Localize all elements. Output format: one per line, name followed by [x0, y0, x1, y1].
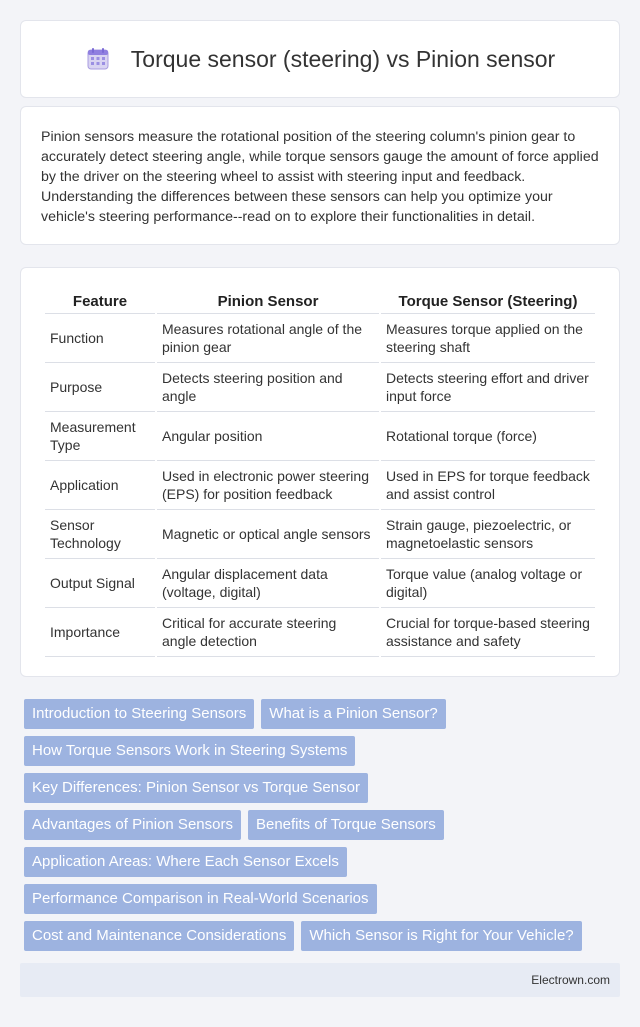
row-torque-value: Strain gauge, piezoelectric, or magnetoelastic sensors [381, 510, 595, 559]
header-pinion-sensor: Pinion Sensor [157, 290, 379, 314]
table-row [45, 412, 595, 461]
tag-introduction-steering-sensors[interactable]: Introduction to Steering Sensors [24, 699, 254, 729]
row-pinion-value: Detects steering position and angle [157, 363, 379, 412]
row-feature: Sensor Technology [45, 510, 155, 559]
row-torque-value: Detects steering effort and driver input force [381, 363, 595, 412]
table-row [45, 559, 595, 608]
footer-site[interactable]: Electrown.com [531, 973, 610, 987]
row-pinion-value: Measures rotational angle of the pinion gear [157, 314, 379, 363]
tag-which-sensor-right[interactable]: Which Sensor is Right for Your Vehicle? [301, 921, 581, 951]
row-torque-value: Crucial for torque-based steering assistance and safety [381, 608, 595, 657]
row-torque-value: Rotational torque (force) [381, 412, 595, 461]
row-feature: Function [45, 314, 155, 363]
row-torque-value: Torque value (analog voltage or digital) [381, 559, 595, 608]
row-pinion-value: Angular position [157, 412, 379, 461]
table-row [45, 510, 595, 559]
header-torque-sensor: Torque Sensor (Steering) [381, 290, 595, 314]
page-title: Torque sensor (steering) vs Pinion sensor [130, 45, 556, 72]
intro-card [20, 106, 620, 245]
tag-how-torque-sensors-work[interactable]: How Torque Sensors Work in Steering Systems [24, 736, 355, 766]
table-row [45, 461, 595, 510]
row-torque-value: Measures torque applied on the steering shaft [381, 314, 595, 363]
tag-performance-comparison[interactable]: Performance Comparison in Real-World Scenarios [24, 884, 377, 914]
table-header-row [45, 290, 595, 314]
topic-tags [20, 699, 620, 951]
row-pinion-value: Used in electronic power steering (EPS) for position feedback [157, 461, 379, 510]
tag-benefits-torque-sensors[interactable]: Benefits of Torque Sensors [248, 810, 444, 840]
row-torque-value: Used in EPS for torque feedback and assist control [381, 461, 595, 510]
comparison-table-card [20, 267, 620, 677]
header-card [20, 20, 620, 98]
row-pinion-value: Critical for accurate steering angle detection [157, 608, 379, 657]
comparison-table [43, 290, 597, 657]
tag-key-differences[interactable]: Key Differences: Pinion Sensor vs Torque Sensor [24, 773, 368, 803]
tag-cost-maintenance[interactable]: Cost and Maintenance Considerations [24, 921, 294, 951]
intro-text: Pinion sensors measure the rotational position of the steering column's pinion gear to accurately detect steering angle, while torque sensors gauge the amount of force applied by the driver on the steering wheel to assist with steering input and feedback. Understanding the differences between these sensors can help you optimize your vehicle's steering performance--read on to explore their functionalities in detail. [41, 129, 599, 225]
header-feature: Feature [45, 290, 155, 314]
row-feature: Output Signal [45, 559, 155, 608]
row-feature: Measurement Type [45, 412, 155, 461]
table-row [45, 314, 595, 363]
tag-application-areas[interactable]: Application Areas: Where Each Sensor Excels [24, 847, 347, 877]
row-feature: Importance [45, 608, 155, 657]
calendar-grid-icon [85, 46, 111, 72]
footer [20, 963, 620, 997]
row-feature: Purpose [45, 363, 155, 412]
row-pinion-value: Magnetic or optical angle sensors [157, 510, 379, 559]
row-feature: Application [45, 461, 155, 510]
tag-advantages-pinion-sensors[interactable]: Advantages of Pinion Sensors [24, 810, 241, 840]
row-pinion-value: Angular displacement data (voltage, digital) [157, 559, 379, 608]
table-row [45, 363, 595, 412]
table-row [45, 608, 595, 657]
tag-what-is-pinion-sensor[interactable]: What is a Pinion Sensor? [261, 699, 445, 729]
